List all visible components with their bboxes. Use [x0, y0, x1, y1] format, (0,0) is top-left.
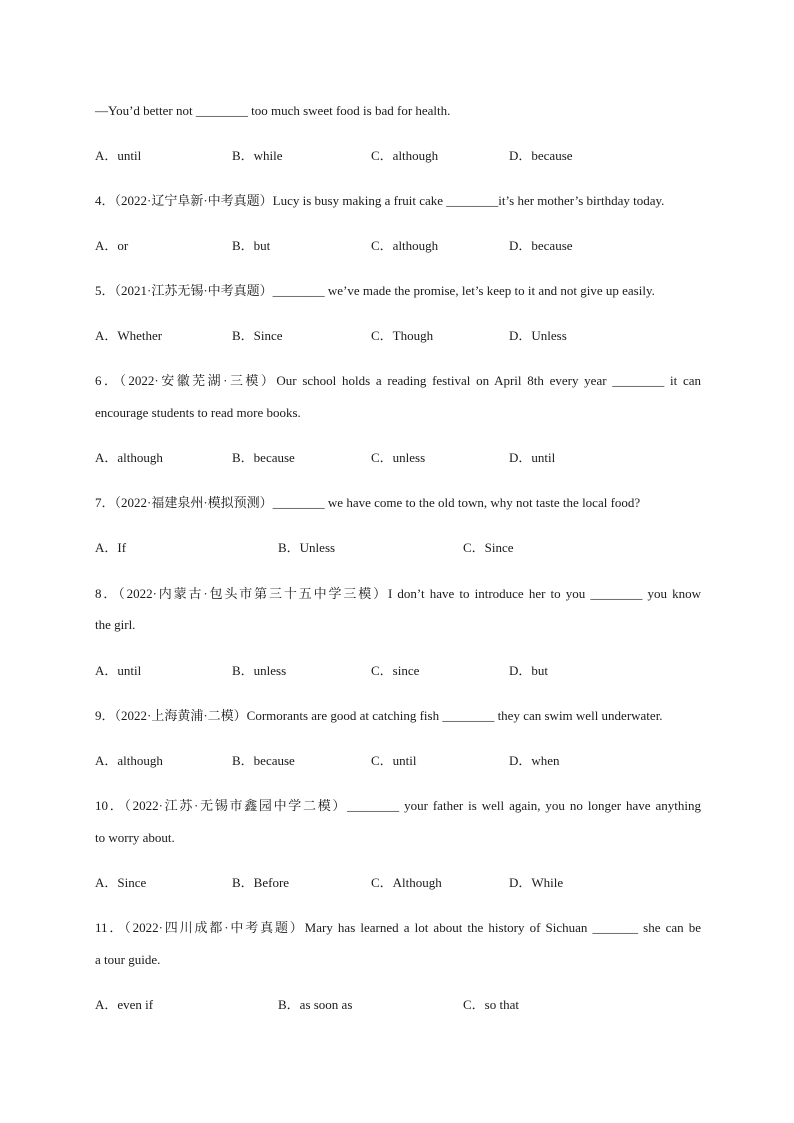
option-c: C．although [371, 148, 439, 163]
option-c: C．Though [371, 328, 434, 343]
question-8-stem-line-1: 8．（2022·内蒙古·包头市第三十五中学三模）I don’t have to introduce her to you ________ you know [95, 586, 701, 601]
option-b: B．as soon as [278, 997, 353, 1012]
question-11-stem-line-1: 11．（2022·四川成都·中考真题）Mary has learned a lot about the history of Sichuan _______ she can be [95, 920, 701, 935]
question-7-options [95, 539, 701, 557]
option-c: C．Since [463, 540, 514, 555]
option-d: D．until [509, 450, 556, 465]
question-4-stem: 4．（2022·辽宁阜新·中考真题）Lucy is busy making a fruit cake ________it’s her mother’s birthday today. [95, 193, 665, 208]
option-d: D．While [509, 875, 564, 890]
question-9-stem: 9．（2022·上海黄浦·二模）Cormorants are good at catching fish ________ they can swim well underwater. [95, 708, 663, 723]
option-a: A．although [95, 753, 163, 768]
option-c: C．since [371, 663, 420, 678]
question-9-options [95, 752, 701, 770]
option-b: B．while [232, 148, 283, 163]
question-3-stem: —You’d better not ________ too much sweet food is bad for health. [95, 103, 451, 118]
question-6-stem-line-1: 6．（2022·安徽芜湖·三模）Our school holds a reading festival on April 8th every year ________ it can [95, 373, 701, 388]
option-d: D．when [509, 753, 560, 768]
option-a: A．Since [95, 875, 147, 890]
question-6-options [95, 449, 701, 467]
option-d: D．Unless [509, 328, 567, 343]
option-a: A．until [95, 148, 142, 163]
question-4-options [95, 237, 701, 255]
option-d: D．because [509, 238, 573, 253]
option-b: B．Unless [278, 540, 336, 555]
question-8-options [95, 662, 701, 680]
question-6-stem-line-2: encourage students to read more books. [95, 405, 301, 420]
option-c: C．until [371, 753, 417, 768]
option-a: A．until [95, 663, 142, 678]
option-a: A．If [95, 540, 127, 555]
question-10-stem-line-1: 10．（2022·江苏·无锡市鑫园中学二模）________ your father is well again, you no longer have anything [95, 798, 701, 813]
question-10-stem-line-2: to worry about. [95, 830, 175, 845]
option-b: B．unless [232, 663, 287, 678]
option-a: A．although [95, 450, 163, 465]
option-c: C．although [371, 238, 439, 253]
option-c: C．unless [371, 450, 426, 465]
option-c: C．so that [463, 997, 519, 1012]
question-5-options [95, 327, 701, 345]
option-b: B．because [232, 450, 295, 465]
question-7-stem: 7．（2022·福建泉州·模拟预测）________ we have come to the old town, why not taste the local food? [95, 495, 641, 510]
option-b: B．but [232, 238, 271, 253]
question-10-options [95, 874, 701, 892]
option-a: A．even if [95, 997, 154, 1012]
option-b: B．because [232, 753, 295, 768]
option-b: B．Before [232, 875, 290, 890]
option-d: D．because [509, 148, 573, 163]
question-5-stem: 5．（2021·江苏无锡·中考真题）________ we’ve made the promise, let’s keep to it and not give up easily. [95, 283, 655, 298]
question-11-options [95, 996, 701, 1014]
option-a: A．Whether [95, 328, 163, 343]
option-c: C．Although [371, 875, 442, 890]
question-8-stem-line-2: the girl. [95, 617, 136, 632]
option-a: A．or [95, 238, 129, 253]
option-b: B．Since [232, 328, 283, 343]
question-11-stem-line-2: a tour guide. [95, 952, 161, 967]
option-d: D．but [509, 663, 549, 678]
question-3-options [95, 147, 701, 165]
